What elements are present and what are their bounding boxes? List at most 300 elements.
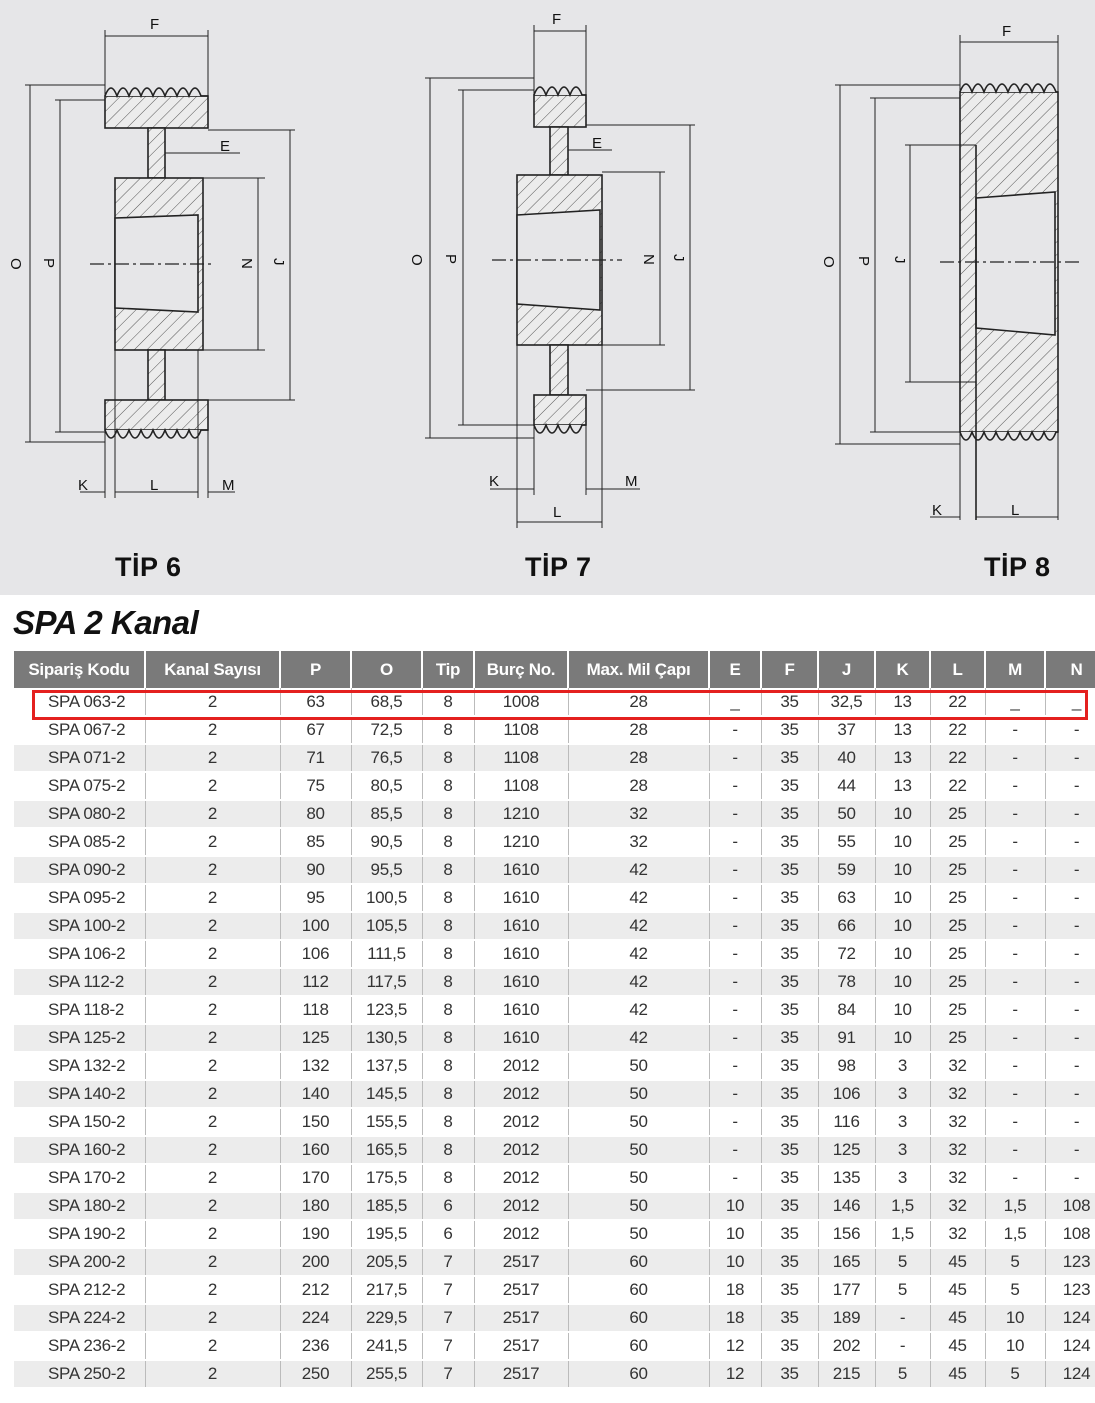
table-cell: 8: [422, 828, 474, 856]
table-cell: SPA 075-2: [14, 772, 145, 800]
table-cell: 45: [930, 1276, 985, 1304]
table-cell: SPA 085-2: [14, 828, 145, 856]
table-cell: -: [709, 912, 761, 940]
table-cell: 80: [280, 800, 351, 828]
tip6-dim-l: L: [150, 477, 159, 494]
table-row: [14, 1360, 1095, 1388]
table-cell: -: [1045, 996, 1095, 1024]
table-row: [14, 1192, 1095, 1220]
table-body: [14, 688, 1095, 1388]
table-row: [14, 828, 1095, 856]
table-cell: 123: [1045, 1276, 1095, 1304]
table-cell: SPA 125-2: [14, 1024, 145, 1052]
column-header: E: [709, 651, 761, 688]
table-cell: 8: [422, 912, 474, 940]
table-cell: 2012: [474, 1052, 568, 1080]
table-cell: 116: [818, 1108, 875, 1136]
table-cell: 60: [568, 1248, 709, 1276]
table-cell: 25: [930, 968, 985, 996]
table-cell: 32: [930, 1136, 985, 1164]
table-cell: 66: [818, 912, 875, 940]
table-cell: -: [985, 996, 1045, 1024]
table-cell: _: [985, 688, 1045, 716]
table-cell: 35: [761, 940, 818, 968]
table-cell: 10: [875, 1024, 930, 1052]
table-cell: 150: [280, 1108, 351, 1136]
table-header-row: [14, 651, 1095, 688]
table-cell: 25: [930, 884, 985, 912]
column-header: J: [818, 651, 875, 688]
table-row: [14, 1304, 1095, 1332]
table-cell: 67: [280, 716, 351, 744]
table-cell: 212: [280, 1276, 351, 1304]
table-cell: 7: [422, 1360, 474, 1388]
table-cell: 124: [1045, 1304, 1095, 1332]
tip7-dim-j: J: [670, 254, 687, 262]
table-cell: 250: [280, 1360, 351, 1388]
table-cell: 35: [761, 1108, 818, 1136]
table-cell: -: [985, 1080, 1045, 1108]
tip8-dim-l: L: [1011, 502, 1020, 519]
table-cell: -: [1045, 772, 1095, 800]
table-cell: 185,5: [351, 1192, 422, 1220]
table-row: [14, 716, 1095, 744]
column-header: L: [930, 651, 985, 688]
table-cell: 160: [280, 1136, 351, 1164]
table-cell: 28: [568, 688, 709, 716]
table-cell: 2: [145, 1080, 280, 1108]
table-cell: 22: [930, 744, 985, 772]
table-cell: SPA 063-2: [14, 688, 145, 716]
table-cell: SPA 212-2: [14, 1276, 145, 1304]
table-cell: 5: [985, 1360, 1045, 1388]
table-cell: 2: [145, 940, 280, 968]
table-cell: 2012: [474, 1108, 568, 1136]
table-cell: 189: [818, 1304, 875, 1332]
table-cell: 35: [761, 1276, 818, 1304]
table-cell: SPA 170-2: [14, 1164, 145, 1192]
table-cell: -: [1045, 1080, 1095, 1108]
table-cell: 2: [145, 1248, 280, 1276]
table-cell: 6: [422, 1220, 474, 1248]
table-cell: -: [1045, 744, 1095, 772]
table-cell: 10: [709, 1192, 761, 1220]
table-cell: 35: [761, 1192, 818, 1220]
table-cell: 135: [818, 1164, 875, 1192]
table-cell: 63: [280, 688, 351, 716]
table-cell: 59: [818, 856, 875, 884]
table-cell: 35: [761, 884, 818, 912]
tip6-dim-m: M: [222, 477, 235, 494]
table-cell: 80,5: [351, 772, 422, 800]
table-cell: 5: [875, 1276, 930, 1304]
table-row: [14, 1276, 1095, 1304]
table-cell: 72,5: [351, 716, 422, 744]
table-cell: -: [1045, 1108, 1095, 1136]
tip6-dim-o: O: [7, 258, 24, 270]
table-cell: 200: [280, 1248, 351, 1276]
table-cell: 2517: [474, 1332, 568, 1360]
tip8-dim-j: J: [891, 256, 908, 264]
table-cell: 42: [568, 996, 709, 1024]
table-cell: 1008: [474, 688, 568, 716]
table-cell: 2012: [474, 1080, 568, 1108]
table-cell: -: [985, 716, 1045, 744]
table-cell: -: [985, 1136, 1045, 1164]
table-cell: 108: [1045, 1220, 1095, 1248]
table-cell: 1610: [474, 884, 568, 912]
table-cell: 3: [875, 1080, 930, 1108]
column-header: Tip: [422, 651, 474, 688]
table-cell: _: [709, 688, 761, 716]
table-cell: 123,5: [351, 996, 422, 1024]
table-cell: -: [985, 1108, 1045, 1136]
table-cell: 91: [818, 1024, 875, 1052]
table-cell: 10: [875, 996, 930, 1024]
table-cell: 42: [568, 884, 709, 912]
table-cell: 215: [818, 1360, 875, 1388]
table-cell: 3: [875, 1136, 930, 1164]
table-cell: 111,5: [351, 940, 422, 968]
table-cell: 45: [930, 1304, 985, 1332]
table-cell: 50: [568, 1192, 709, 1220]
table-cell: 1,5: [875, 1192, 930, 1220]
table-cell: 2: [145, 1108, 280, 1136]
table-cell: 22: [930, 772, 985, 800]
column-header: F: [761, 651, 818, 688]
table-cell: SPA 067-2: [14, 716, 145, 744]
table-cell: 145,5: [351, 1080, 422, 1108]
table-cell: 229,5: [351, 1304, 422, 1332]
table-cell: 42: [568, 856, 709, 884]
table-cell: SPA 106-2: [14, 940, 145, 968]
tip8-drawing: [835, 35, 1080, 520]
table-cell: 10: [875, 800, 930, 828]
table-cell: 32: [930, 1052, 985, 1080]
table-cell: 2: [145, 772, 280, 800]
table-cell: 8: [422, 716, 474, 744]
tip6-dim-p: P: [40, 258, 57, 269]
table-cell: 90: [280, 856, 351, 884]
table-cell: 35: [761, 1304, 818, 1332]
table-cell: 2: [145, 884, 280, 912]
table-cell: -: [709, 1136, 761, 1164]
table-cell: SPA 118-2: [14, 996, 145, 1024]
table-cell: 224: [280, 1304, 351, 1332]
table-cell: 28: [568, 772, 709, 800]
table-cell: -: [709, 828, 761, 856]
table-cell: 1610: [474, 940, 568, 968]
table-cell: 8: [422, 940, 474, 968]
table-cell: SPA 236-2: [14, 1332, 145, 1360]
table-cell: 85: [280, 828, 351, 856]
table-cell: 132: [280, 1052, 351, 1080]
table-cell: 18: [709, 1304, 761, 1332]
table-cell: 2: [145, 1052, 280, 1080]
column-header: K: [875, 651, 930, 688]
table-cell: 100,5: [351, 884, 422, 912]
table-cell: SPA 160-2: [14, 1136, 145, 1164]
tip7-dim-l: L: [553, 504, 562, 521]
table-cell: 13: [875, 772, 930, 800]
table-cell: 13: [875, 688, 930, 716]
tip7-dim-f: F: [552, 11, 562, 28]
table-cell: -: [985, 828, 1045, 856]
column-header: Max. Mil Çapı: [568, 651, 709, 688]
tip7-label: TİP 7: [525, 552, 592, 582]
section-title: SPA 2 Kanal: [13, 604, 199, 641]
table-cell: -: [709, 884, 761, 912]
table-cell: SPA 150-2: [14, 1108, 145, 1136]
column-header: P: [280, 651, 351, 688]
table-cell: 195,5: [351, 1220, 422, 1248]
table-cell: -: [985, 800, 1045, 828]
table-cell: 165,5: [351, 1136, 422, 1164]
table-cell: -: [985, 772, 1045, 800]
diagram-panel: [0, 0, 1095, 595]
table-cell: 25: [930, 856, 985, 884]
table-cell: -: [1045, 1052, 1095, 1080]
table-cell: 42: [568, 1024, 709, 1052]
table-cell: -: [985, 1024, 1045, 1052]
table-cell: 35: [761, 912, 818, 940]
table-cell: SPA 112-2: [14, 968, 145, 996]
tip6-dim-f: F: [150, 16, 160, 33]
table-cell: 7: [422, 1276, 474, 1304]
table-cell: 13: [875, 716, 930, 744]
table-cell: 35: [761, 1136, 818, 1164]
table-cell: 44: [818, 772, 875, 800]
table-row: [14, 1136, 1095, 1164]
table-cell: 50: [568, 1220, 709, 1248]
table-cell: 117,5: [351, 968, 422, 996]
table-cell: 1210: [474, 828, 568, 856]
table-row: [14, 744, 1095, 772]
table-cell: 5: [985, 1248, 1045, 1276]
table-cell: 10: [875, 940, 930, 968]
table-row: [14, 1024, 1095, 1052]
tip7-dim-p: P: [442, 254, 459, 265]
table-cell: 35: [761, 1052, 818, 1080]
table-cell: 1,5: [985, 1220, 1045, 1248]
table-cell: -: [1045, 912, 1095, 940]
table-cell: 35: [761, 856, 818, 884]
table-cell: 137,5: [351, 1052, 422, 1080]
table-cell: 10: [875, 828, 930, 856]
table-cell: -: [985, 940, 1045, 968]
table-cell: 35: [761, 772, 818, 800]
table-cell: SPA 224-2: [14, 1304, 145, 1332]
table-cell: -: [1045, 940, 1095, 968]
table-cell: 63: [818, 884, 875, 912]
spec-table: [14, 651, 1095, 1389]
table-cell: 2012: [474, 1164, 568, 1192]
table-cell: -: [709, 800, 761, 828]
table-cell: 10: [709, 1248, 761, 1276]
table-cell: -: [709, 856, 761, 884]
table-row: [14, 884, 1095, 912]
column-header: M: [985, 651, 1045, 688]
table-cell: -: [709, 1080, 761, 1108]
table-row: [14, 1052, 1095, 1080]
table-cell: 1610: [474, 912, 568, 940]
table-cell: -: [1045, 856, 1095, 884]
table-cell: 35: [761, 1024, 818, 1052]
table-cell: 25: [930, 940, 985, 968]
tip6-dim-j: J: [270, 258, 287, 266]
table-cell: SPA 200-2: [14, 1248, 145, 1276]
table-cell: 32: [930, 1080, 985, 1108]
table-cell: 105,5: [351, 912, 422, 940]
table-cell: 3: [875, 1164, 930, 1192]
tip8-dim-k: K: [932, 502, 943, 519]
table-cell: 2012: [474, 1220, 568, 1248]
table-cell: -: [1045, 828, 1095, 856]
table-cell: -: [875, 1332, 930, 1360]
table-cell: 45: [930, 1332, 985, 1360]
table-row: [14, 800, 1095, 828]
table-cell: 7: [422, 1248, 474, 1276]
table-cell: 35: [761, 744, 818, 772]
table-row: [14, 772, 1095, 800]
table-cell: 32,5: [818, 688, 875, 716]
tip7-dim-k: K: [489, 473, 500, 490]
table-cell: 1,5: [875, 1220, 930, 1248]
table-cell: -: [709, 744, 761, 772]
table-cell: 217,5: [351, 1276, 422, 1304]
table-cell: 25: [930, 800, 985, 828]
table-cell: 32: [930, 1192, 985, 1220]
column-header: O: [351, 651, 422, 688]
table-cell: 42: [568, 912, 709, 940]
table-cell: 2012: [474, 1192, 568, 1220]
table-cell: 2517: [474, 1304, 568, 1332]
table-cell: 124: [1045, 1360, 1095, 1388]
table-cell: 95: [280, 884, 351, 912]
table-cell: 35: [761, 968, 818, 996]
table-cell: 8: [422, 744, 474, 772]
pulley-drawings: [0, 0, 1095, 595]
table-cell: -: [709, 1024, 761, 1052]
table-cell: 8: [422, 1108, 474, 1136]
table-cell: 50: [568, 1136, 709, 1164]
table-cell: SPA 080-2: [14, 800, 145, 828]
table-cell: 2517: [474, 1248, 568, 1276]
table-row: [14, 1080, 1095, 1108]
table-cell: 2: [145, 912, 280, 940]
table-cell: -: [709, 716, 761, 744]
table-cell: 5: [985, 1276, 1045, 1304]
table-cell: 37: [818, 716, 875, 744]
table-cell: -: [709, 772, 761, 800]
table-cell: 13: [875, 744, 930, 772]
table-cell: -: [709, 996, 761, 1024]
table-cell: 10: [985, 1332, 1045, 1360]
table-cell: 45: [930, 1360, 985, 1388]
table-cell: SPA 250-2: [14, 1360, 145, 1388]
table-cell: 2: [145, 688, 280, 716]
table-cell: 5: [875, 1360, 930, 1388]
table-cell: SPA 190-2: [14, 1220, 145, 1248]
table-cell: 8: [422, 772, 474, 800]
table-cell: 50: [818, 800, 875, 828]
table-cell: 2: [145, 1136, 280, 1164]
table-cell: 35: [761, 1360, 818, 1388]
table-cell: 84: [818, 996, 875, 1024]
table-cell: 12: [709, 1360, 761, 1388]
table-cell: 118: [280, 996, 351, 1024]
table-cell: 100: [280, 912, 351, 940]
table-cell: 35: [761, 996, 818, 1024]
table-cell: 236: [280, 1332, 351, 1360]
table-cell: 2: [145, 1164, 280, 1192]
table-cell: 10: [875, 856, 930, 884]
table-cell: 2517: [474, 1360, 568, 1388]
table-cell: 8: [422, 1080, 474, 1108]
tip7-dim-n: N: [640, 254, 657, 265]
table-cell: 2: [145, 1304, 280, 1332]
table-cell: 8: [422, 1136, 474, 1164]
table-cell: _: [1045, 688, 1095, 716]
table-cell: 25: [930, 828, 985, 856]
table-cell: 10: [875, 912, 930, 940]
table-row: [14, 1332, 1095, 1360]
table-cell: 18: [709, 1276, 761, 1304]
table-cell: 85,5: [351, 800, 422, 828]
tip8-dim-p: P: [855, 256, 872, 267]
table-cell: 60: [568, 1332, 709, 1360]
table-cell: 170: [280, 1164, 351, 1192]
table-row: [14, 1248, 1095, 1276]
column-header: Sipariş Kodu: [14, 651, 145, 688]
table-cell: 7: [422, 1304, 474, 1332]
table-cell: 1108: [474, 772, 568, 800]
table-cell: 8: [422, 800, 474, 828]
table-cell: 76,5: [351, 744, 422, 772]
table-cell: 2: [145, 968, 280, 996]
table-cell: 1108: [474, 716, 568, 744]
table-cell: 50: [568, 1052, 709, 1080]
table-row: [14, 968, 1095, 996]
table-cell: 125: [280, 1024, 351, 1052]
table-cell: 60: [568, 1304, 709, 1332]
table-cell: 205,5: [351, 1248, 422, 1276]
table-cell: SPA 180-2: [14, 1192, 145, 1220]
table-cell: 8: [422, 688, 474, 716]
table-cell: 156: [818, 1220, 875, 1248]
tip7-drawing: [425, 25, 695, 528]
table-cell: -: [1045, 1136, 1095, 1164]
table-cell: 32: [568, 800, 709, 828]
table-cell: 35: [761, 1164, 818, 1192]
table-cell: 98: [818, 1052, 875, 1080]
table-cell: 28: [568, 744, 709, 772]
table-cell: SPA 090-2: [14, 856, 145, 884]
table-cell: 106: [280, 940, 351, 968]
table-cell: 90,5: [351, 828, 422, 856]
table-cell: 8: [422, 1052, 474, 1080]
column-header: Burç No.: [474, 651, 568, 688]
table-cell: 25: [930, 1024, 985, 1052]
table-cell: 177: [818, 1276, 875, 1304]
tip6-dim-e: E: [220, 138, 231, 155]
table-cell: 25: [930, 996, 985, 1024]
table-cell: 22: [930, 716, 985, 744]
table-cell: 124: [1045, 1332, 1095, 1360]
table-cell: 10: [709, 1220, 761, 1248]
table-cell: 60: [568, 1360, 709, 1388]
table-cell: 8: [422, 856, 474, 884]
